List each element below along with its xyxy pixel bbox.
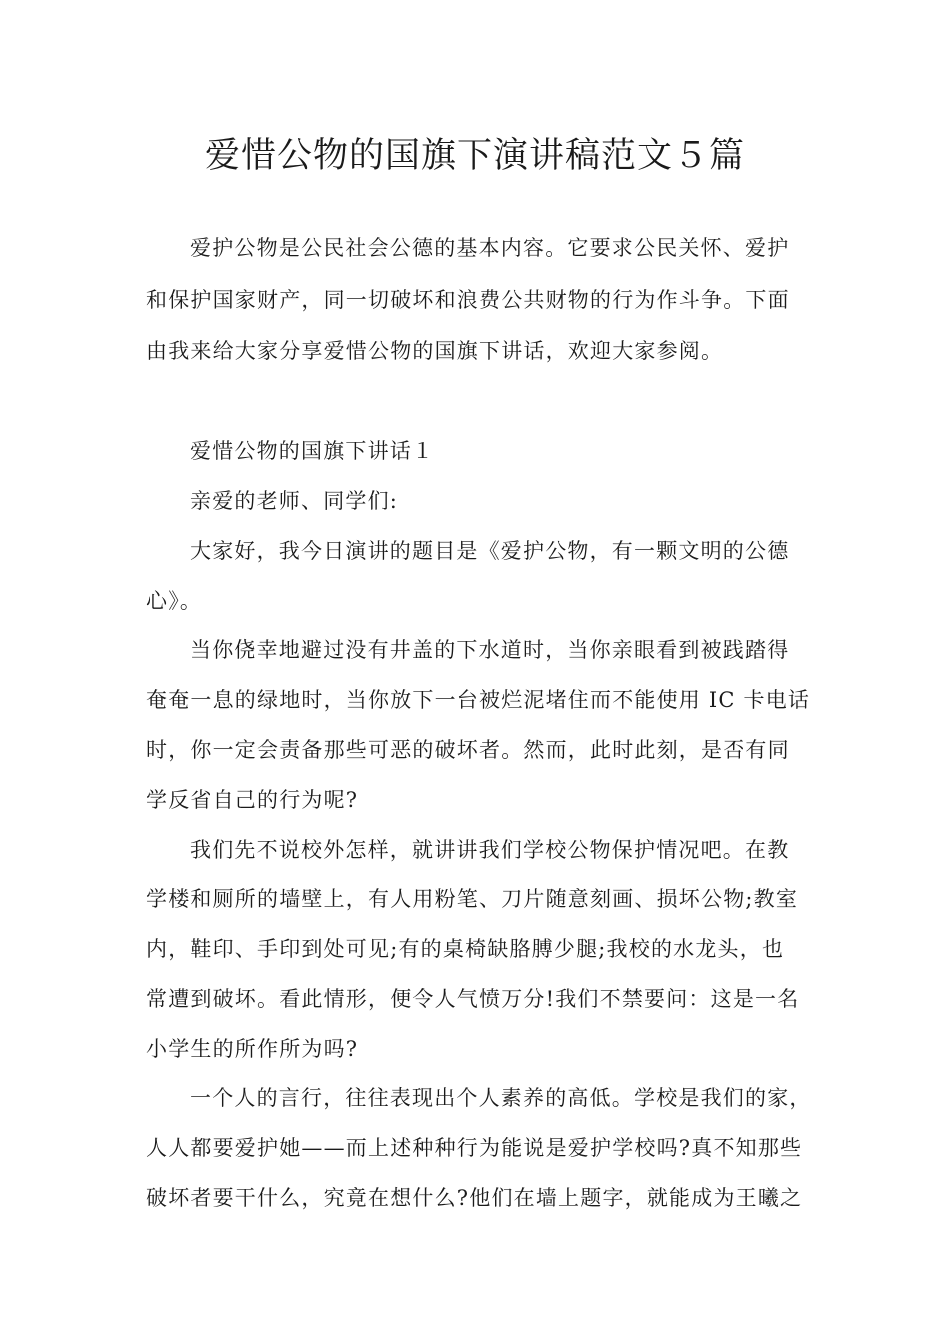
intro-line-2: 和保护国家财产，同一切破坏和浪费公共财物的行为作斗争。下面	[146, 288, 790, 312]
paragraph-2-line-3: 时，你一定会责备那些可恶的破坏者。然而，此时此刻，是否有同	[146, 738, 790, 762]
paragraph-4-line-1: 一个人的言行，往往表现出个人素养的高低。学校是我们的家，	[190, 1086, 812, 1110]
paragraph-3-line-3: 内，鞋印、手印到处可见;有的桌椅缺胳膊少腿;我校的水龙头，也	[146, 937, 785, 961]
paragraph-3-line-5: 小学生的所作所为吗?	[146, 1037, 359, 1061]
paragraph-3-line-2: 学楼和厕所的墙壁上，有人用粉笔、刀片随意刻画、损坏公物;教室	[146, 887, 799, 911]
paragraph-2-line-4: 学反省自己的行为呢?	[146, 788, 359, 812]
salutation: 亲爱的老师、同学们:	[190, 489, 399, 513]
paragraph-1-line-2: 心》。	[146, 589, 203, 613]
paragraph-2-line-1: 当你侥幸地避过没有井盖的下水道时，当你亲眼看到被践踏得	[190, 638, 790, 662]
document-title: 爱惜公物的国旗下演讲稿范文５篇	[204, 136, 745, 176]
paragraph-1-line-1: 大家好，我今日演讲的题目是《爱护公物，有一颗文明的公德	[190, 539, 790, 563]
paragraph-3-line-4: 常遭到破坏。看此情形，便令人气愤万分!我们不禁要问：这是一名	[146, 987, 800, 1011]
paragraph-3-line-1: 我们先不说校外怎样，就讲讲我们学校公物保护情况吧。在教	[190, 838, 790, 862]
paragraph-4-line-3: 破坏者要干什么，究竟在想什么?他们在墙上题字，就能成为王曦之	[146, 1186, 803, 1210]
paragraph-4-line-2: 人人都要爱护她——而上述种种行为能说是爱护学校吗?真不知那些	[146, 1136, 803, 1160]
intro-line-1: 爱护公物是公民社会公德的基本内容。它要求公民关怀、爱护	[190, 236, 790, 260]
paragraph-2-line-2: 奄奄一息的绿地时，当你放下一台被烂泥堵住而不能使用 IC 卡电话	[146, 688, 811, 712]
section-heading: 爱惜公物的国旗下讲话１	[190, 439, 435, 463]
intro-line-3: 由我来给大家分享爱惜公物的国旗下讲话，欢迎大家参阅。	[146, 339, 724, 363]
